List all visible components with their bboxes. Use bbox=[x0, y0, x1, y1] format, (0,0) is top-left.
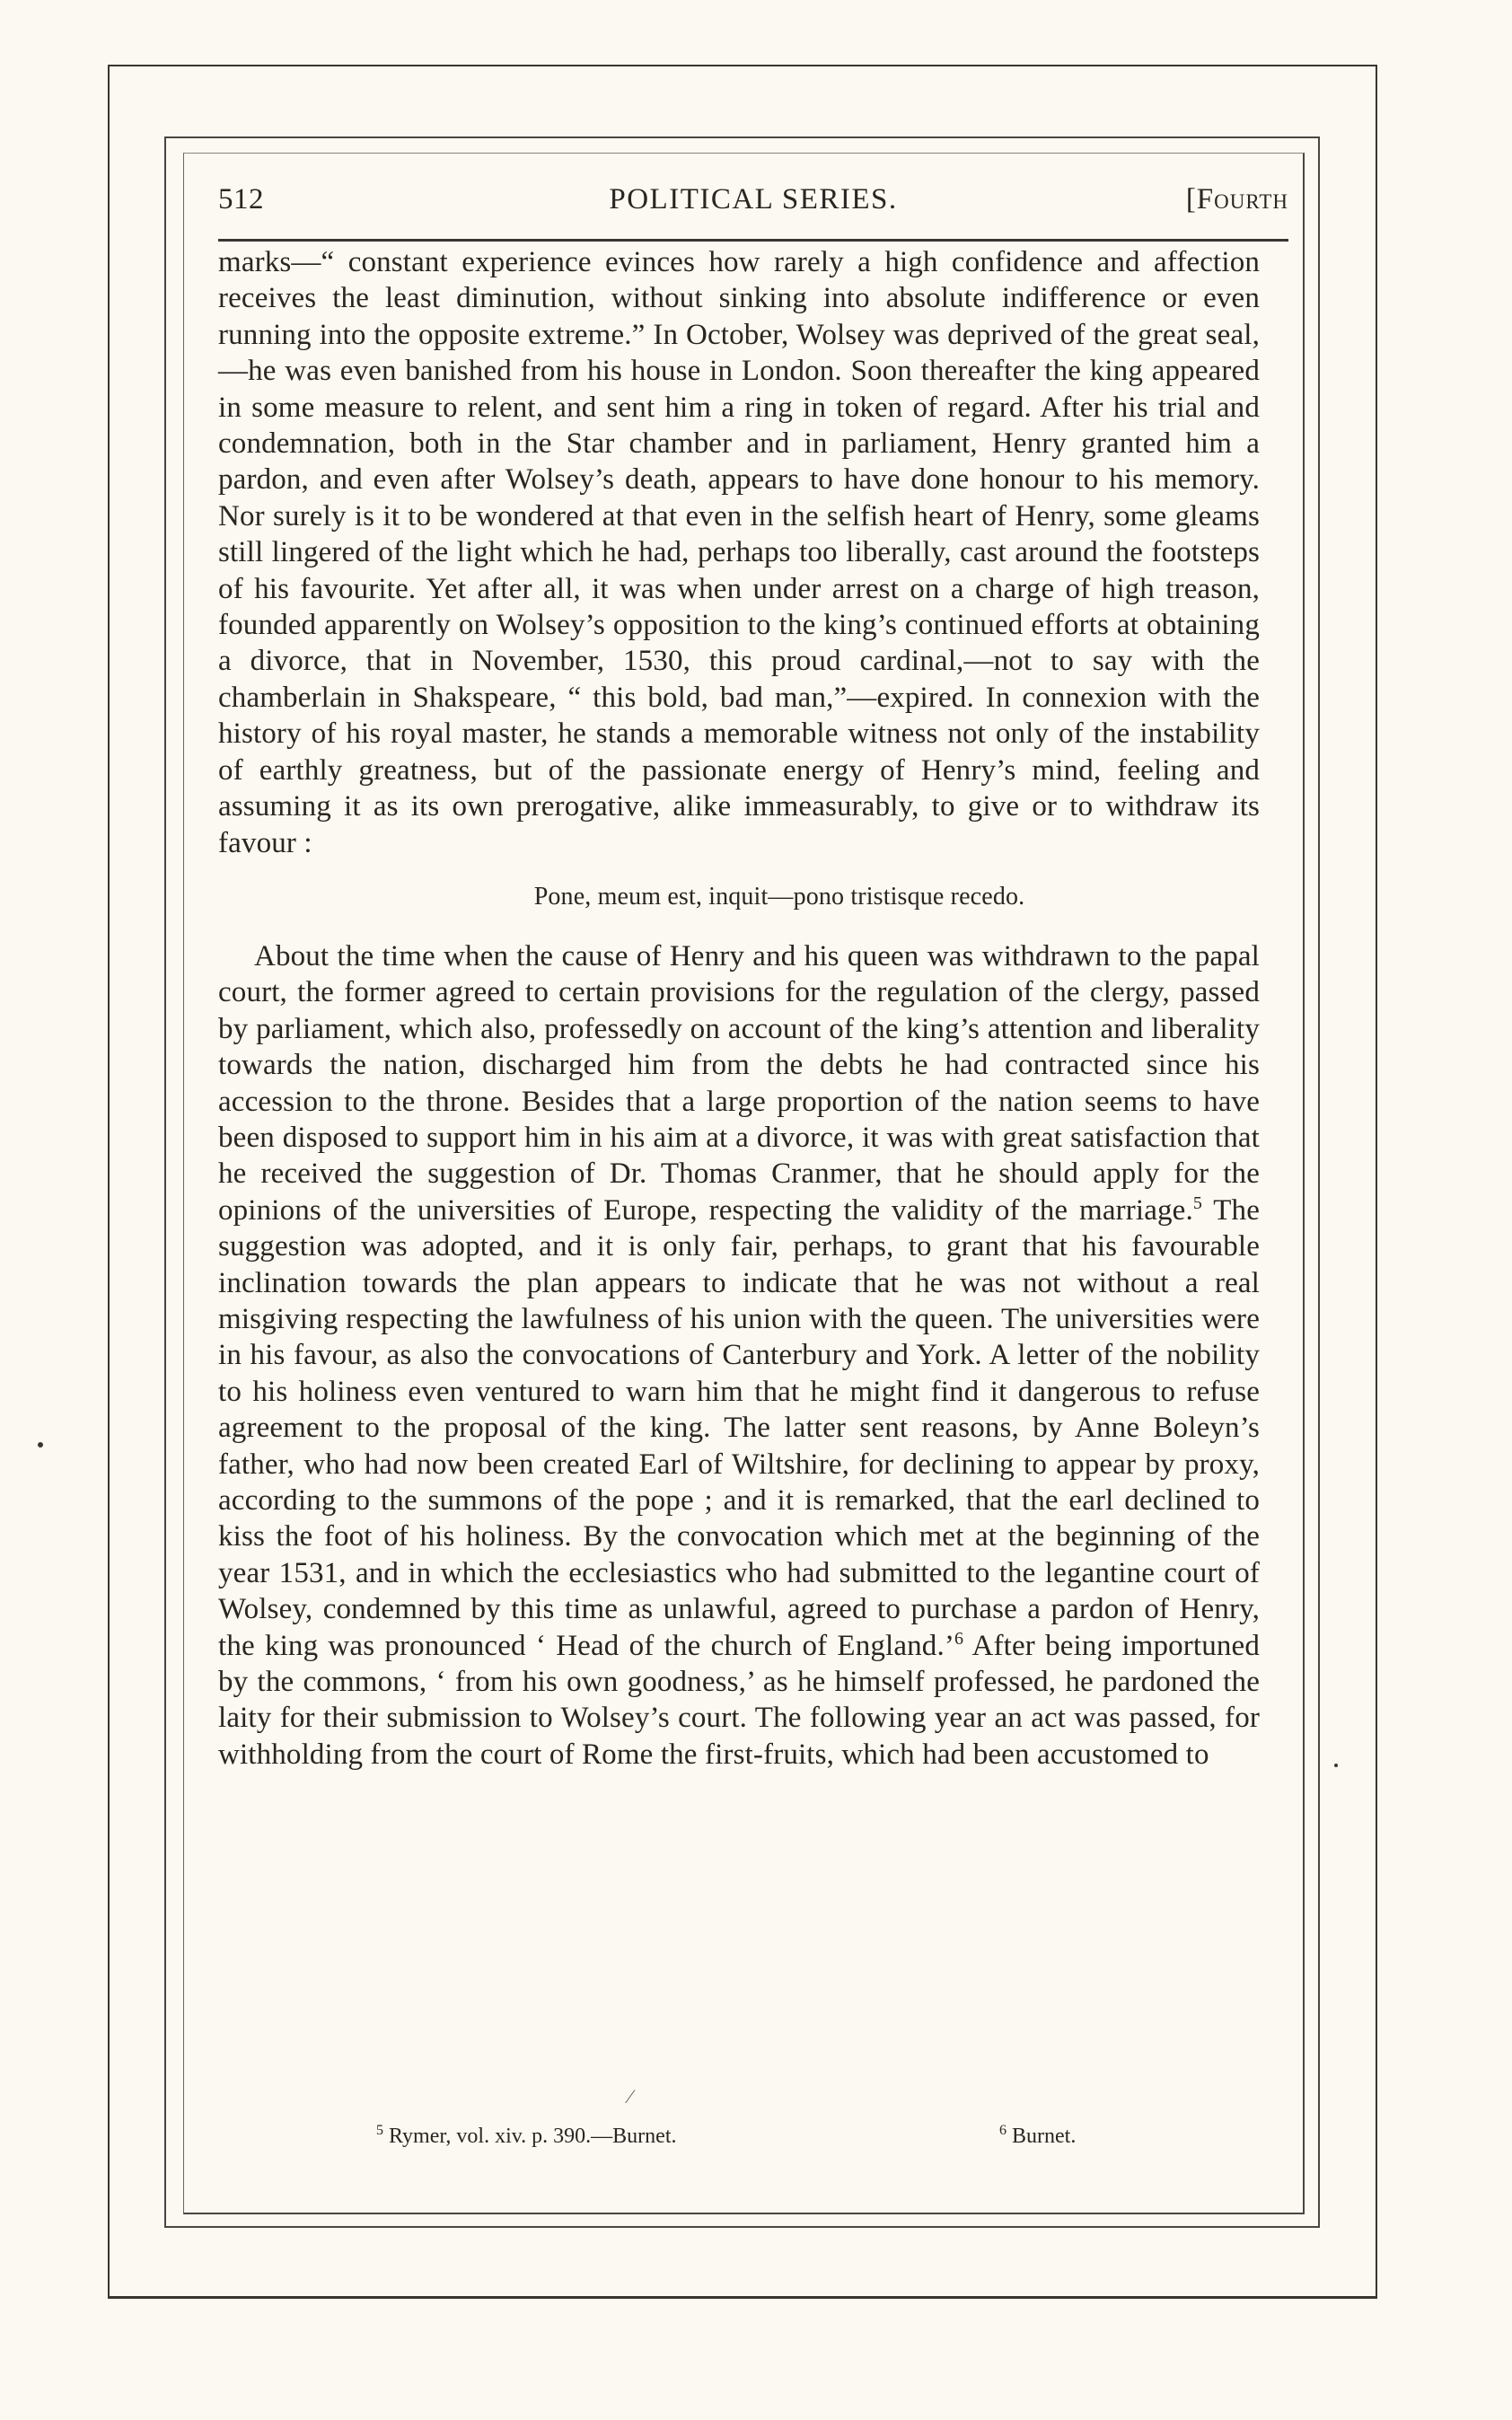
section-mark: [Fourth bbox=[1185, 183, 1288, 216]
header-rule bbox=[218, 239, 1288, 242]
footnote-text: Burnet. bbox=[1012, 2125, 1077, 2148]
paragraph-continued: marks—“ constant experience evinces how rarely a high confidence and affection receives the least diminution, without sinking into absolute indifference or even running into the opposite extreme.” In October, Wolsey was deprived of the great seal,—he was even banished from his house in London. Soon thereafter the king appeared in some measure to relent, and sent him a ring in token of regard. After his trial and condemnation, both in the Star chamber and in parliament, Henry granted him a pardon, and even after Wolsey’s death, appears to have done honour to his memory. Nor surely is it to be wondered at that even in the selfish heart of Henry, some gleams still lingered of the light which he had, perhaps too liberally, cast around the footsteps of his favourite. Yet after all, it was when under arrest on a charge of high treason, founded apparently on Wolsey’s opposition to the king’s continued efforts at obtaining a divorce, that in November, 1530, this proud cardinal,—not to say with the chamberlain in Shakspeare, “ this bold, bad man,”—expired. In connexion with the history of his royal master, he stands a memorable witness not only of the instability of earthly greatness, but of the passionate energy of Henry’s mind, feeling and assuming it as its own prerogative, alike immeasurably, to give or to withdraw its favour : bbox=[218, 246, 1260, 859]
paragraph-text: The suggestion was adopted, and it is only fair, perhaps, to grant that his favourable inclination towards the plan appears to indicate that he was not without a real misgiving respecting the lawfulness of his union with the queen. The universities were in his favour, as also the convocations of Canterbury and York. A letter of the nobility to his holiness even ventured to warn him that he might find it dangerous to refuse agreement to the proposal of the king. The latter sent reasons, by Anne Boleyn’s father, who had now been created Earl of Wiltshire, for declining to appear by proxy, according to the summons of the pope ; and it is remarked, that the earl declined to kiss the foot of his holiness. By the convocation which met at the beginning of the year 1531, and in which the ecclesiastics who had submitted to the legantine court of Wolsey, condemned by this time as unlawful, agreed to purchase a pardon of Henry, the king was pronounced ‘ Head of the church of England.’ bbox=[218, 1193, 1261, 1662]
page-number: 512 bbox=[218, 183, 264, 216]
footnotes bbox=[218, 2123, 1260, 2155]
body-text bbox=[218, 244, 1260, 1773]
paragraph-text: About the time when the cause of Henry and his queen was withdrawn to the papal court, the former agreed to certain provisions for the regulation of the clergy, passed by parliament, which also, professedly on account of the king’s attention and liberality towards the nation, discharged him from the debts he had contracted since his accession to the throne. Besides that a large proportion of the nation seems to have been disposed to support him in his aim at a divorce, it was with great satisfaction that he received the suggestion of Dr. Thomas Cranmer, that he should apply for the opinions of the universities of Europe, respecting the validity of the marriage. bbox=[218, 939, 1260, 1227]
footnote-text: Rymer, vol. xiv. p. 390.—Burnet. bbox=[389, 2125, 677, 2148]
latin-quotation: Pone, meum est, inquit—pono tristisque recedo. bbox=[533, 882, 1025, 911]
paragraph-text: After being importuned by the commons, ‘ from his own goodness,’ as he himself professed, he pardoned the laity for their submission to Wolsey’s court. The following year an act was passed, for withholding from the court of Rome the first-fruits, which had been accustomed to bbox=[218, 1629, 1261, 1771]
footnote-5 bbox=[376, 2123, 677, 2149]
footnote-mark: 6 bbox=[999, 2123, 1007, 2138]
margin-speck bbox=[1334, 1764, 1338, 1767]
paragraph-henry-divorce bbox=[218, 938, 1260, 1773]
footnote-6 bbox=[999, 2123, 1076, 2149]
footnote-mark: 5 bbox=[376, 2123, 383, 2138]
margin-speck bbox=[38, 1442, 43, 1448]
footnote-reference-6: 6 bbox=[954, 1628, 964, 1649]
footnote-reference-5: 5 bbox=[1192, 1192, 1203, 1213]
page-header bbox=[218, 180, 1288, 233]
running-title: POLITICAL SERIES. bbox=[609, 183, 898, 216]
ink-mark: ⁄ bbox=[629, 2085, 632, 2108]
